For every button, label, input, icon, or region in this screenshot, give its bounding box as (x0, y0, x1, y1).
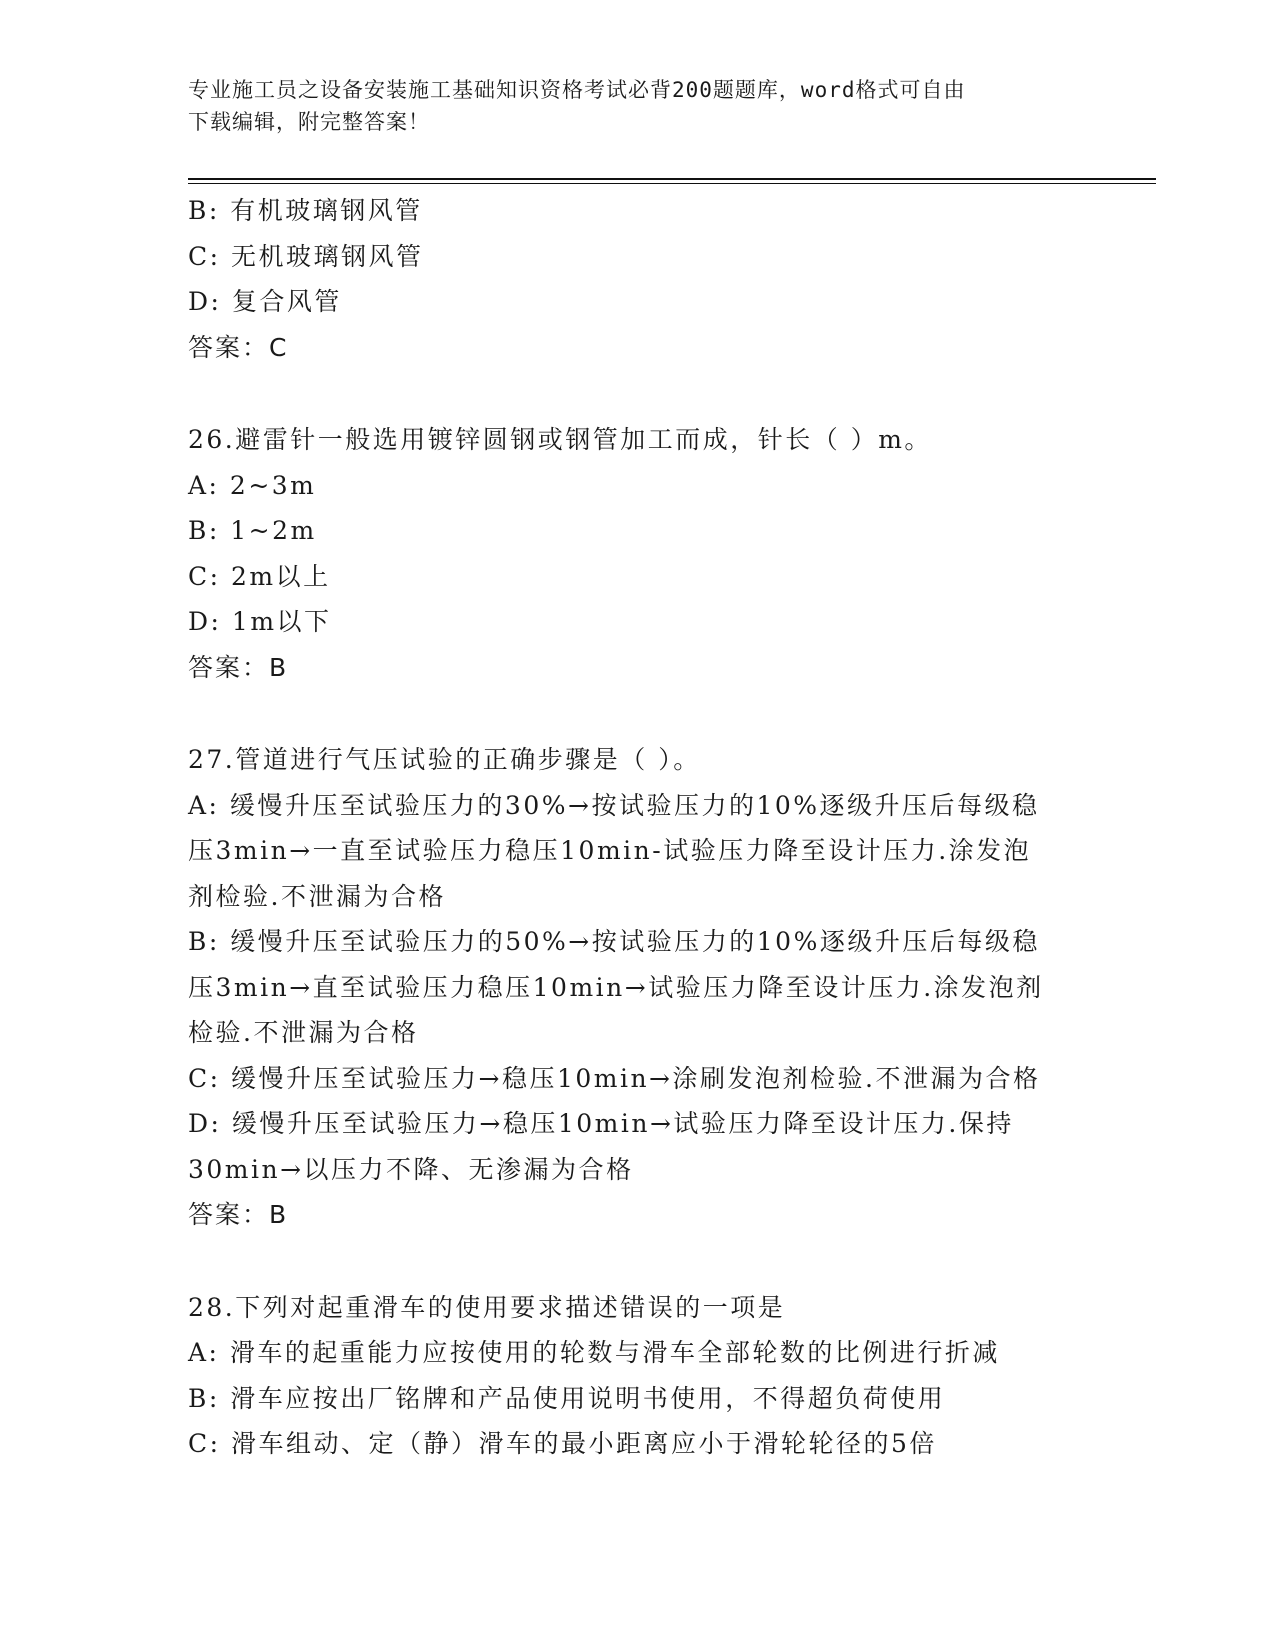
option-a: A: 滑车的起重能力应按使用的轮数与滑车全部轮数的比例进行折减 (188, 1338, 1000, 1367)
header-divider-thick (188, 178, 1156, 180)
option-b-line-1: B: 缓慢升压至试验压力的50%→按试验压力的10%逐级升压后每级稳 (188, 927, 1040, 956)
header-line-2: 下载编辑，附完整答案！ (188, 110, 430, 134)
option-a-line-1: A: 缓慢升压至试验压力的30%→按试验压力的10%逐级升压后每级稳 (188, 790, 1040, 820)
option-a: A: 2~3m (188, 470, 317, 500)
question-28 (188, 1285, 1088, 1467)
option-c: C: 2m以上 (188, 561, 331, 591)
option-d-line-2: 30min→以压力不降、无渗漏为合格 (188, 1154, 634, 1184)
option-b: B: 有机玻璃钢风管 (188, 196, 423, 225)
option-b: B: 1~2m (188, 516, 317, 545)
document-header (188, 74, 1068, 138)
header-line-1: 专业施工员之设备安装施工基础知识资格考试必背200题题库，word格式可自由 (188, 78, 966, 102)
answer: 答案：B (188, 652, 289, 682)
answer: 答案：C (188, 332, 289, 362)
option-d-line-1: D: 缓慢升压至试验压力→稳压10min→试验压力降至设计压力.保持 (188, 1109, 1014, 1138)
option-d: D: 复合风管 (188, 287, 342, 316)
question-26 (188, 417, 1088, 690)
question-text: 27.管道进行气压试验的正确步骤是（ ）。 (188, 745, 701, 774)
question-27 (188, 737, 1088, 1238)
question-text: 28.下列对起重滑车的使用要求描述错误的一项是 (188, 1292, 786, 1322)
option-c: C: 缓慢升压至试验压力→稳压10min→涂刷发泡剂检验.不泄漏为合格 (188, 1063, 1041, 1093)
question-text: 26.避雷针一般选用镀锌圆钢或钢管加工而成，针长（ ）m。 (188, 425, 932, 454)
option-a-line-2: 压3min→一直至试验压力稳压10min-试验压力降至设计压力.涂发泡 (188, 836, 1032, 865)
answer: 答案：B (188, 1200, 289, 1229)
option-b-line-2: 压3min→直至试验压力稳压10min→试验压力降至设计压力.涂发泡剂 (188, 972, 1044, 1002)
question-25-continuation (188, 188, 1088, 370)
option-c: C: 滑车组动、定（静）滑车的最小距离应小于滑轮轮径的5倍 (188, 1429, 937, 1458)
option-b-line-3: 检验.不泄漏为合格 (188, 1018, 419, 1047)
option-a-line-3: 剂检验.不泄漏为合格 (188, 881, 446, 911)
option-b: B: 滑车应按出厂铭牌和产品使用说明书使用，不得超负荷使用 (188, 1383, 946, 1413)
option-c: C: 无机玻璃钢风管 (188, 241, 424, 271)
document-body (188, 188, 1088, 1467)
option-d: D: 1m以下 (188, 607, 332, 636)
header-divider-thin (188, 183, 1156, 184)
